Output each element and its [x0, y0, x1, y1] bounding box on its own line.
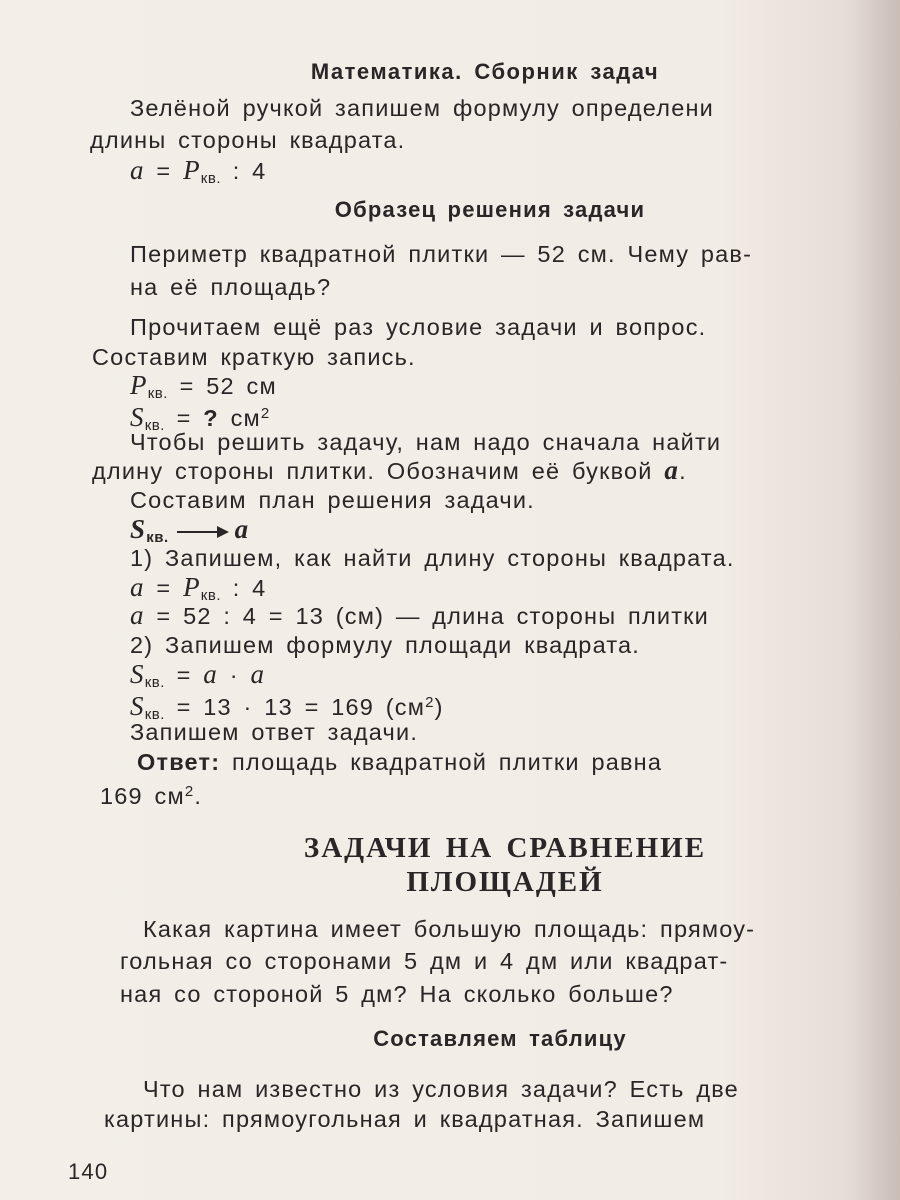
intro-line-1: Зелёной ручкой запишем формулу определени — [130, 95, 714, 121]
sample-title: Образец решения задачи — [334, 197, 646, 222]
problem-line-1: Периметр квадратной плитки — 52 см. Чему рав- — [130, 241, 753, 267]
section-title-1: ЗАДАЧИ НА СРАВНЕНИЕ — [303, 832, 707, 864]
step-2-calc: $S_{кв.} = 13 \cdot 13 = 169$ $(см^2)$ — [130, 691, 444, 723]
arrow-icon — [177, 531, 227, 533]
step-1-formula: $a = P_{кв.}$ : 4 — [130, 572, 267, 604]
answer-value: 169 $см^2$. — [100, 783, 203, 809]
reading-line-1: Прочитаем ещё раз условие задачи и вопрос. — [130, 314, 707, 340]
task-line-3: ная со стороной 5 дм? На сколько больше? — [120, 981, 674, 1007]
step-1-calc: a = 52 : 4 = 13 (см) — длина стороны плитки — [130, 600, 709, 630]
problem-line-2: на её площадь? — [130, 274, 332, 300]
task-line-1: Какая картина имеет большую площадь: прямоу- — [143, 916, 756, 942]
need-line-1: Чтобы решить задачу, нам надо сначала найти — [130, 429, 722, 455]
step-2-formula: $S_{кв.} = a \cdot a$ — [130, 659, 266, 691]
answer-intro: Запишем ответ задачи. — [130, 719, 419, 745]
table-text-2: картины: прямоугольная и квадратная. Запишем — [104, 1106, 706, 1132]
intro-line-2: длины стороны квадрата. — [90, 127, 406, 153]
plan-scheme: $S_{кв.}$ a — [130, 514, 250, 546]
page-number: 140 — [68, 1159, 109, 1184]
given-perimeter: $P_{кв.} = 52$ см — [130, 370, 277, 402]
answer-line: Ответ: площадь квадратной плитки равна — [137, 749, 663, 775]
table-text-1: Что нам известно из условия задачи? Есть две — [143, 1076, 739, 1102]
running-header: Математика. Сборник задач — [310, 59, 660, 84]
reading-line-2: Составим краткую запись. — [92, 344, 416, 370]
given-area: $S_{кв.}$ = ? $см^2$ — [130, 402, 271, 434]
section-title-2: ПЛОЩАДЕЙ — [406, 866, 604, 898]
formula-side: $a = P_{кв.}$ : 4 — [130, 155, 267, 187]
need-line-2: длину стороны плитки. Обозначим её буквой a. — [92, 455, 687, 485]
plan-title: Составим план решения задачи. — [130, 487, 535, 513]
table-title: Составляем таблицу — [373, 1026, 627, 1051]
task-line-2: гольная со сторонами 5 дм и 4 дм или квадрат- — [120, 948, 729, 974]
step-1: 1) Запишем, как найти длину стороны квадрата. — [130, 545, 735, 571]
step-2: 2) Запишем формулу площади квадрата. — [130, 632, 641, 658]
